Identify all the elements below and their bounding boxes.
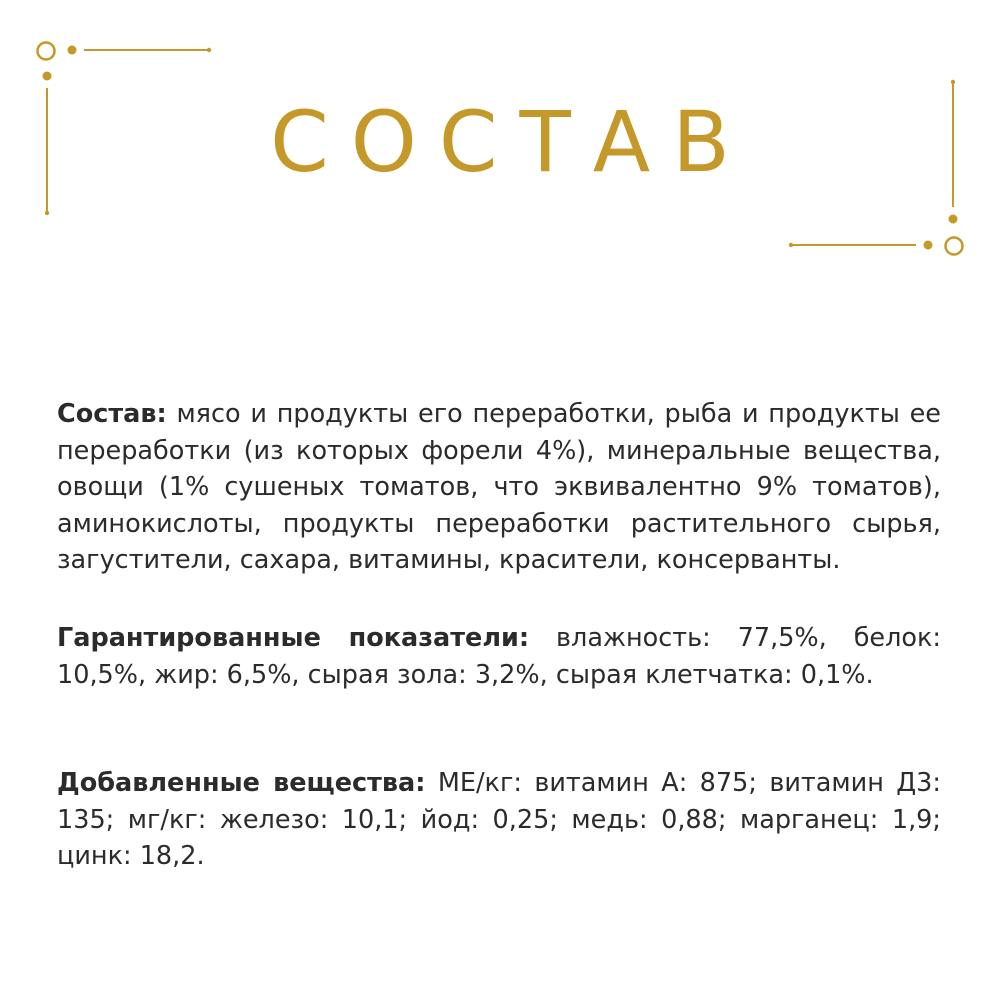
guaranteed-values-label: Гарантированные показатели: — [57, 623, 530, 653]
right-dot-vertical — [949, 215, 958, 224]
additives-paragraph — [57, 765, 941, 875]
top-left-dot-vertical — [43, 72, 52, 81]
top-left-dot-horizontal — [68, 46, 77, 55]
right-dot-horizontal — [924, 241, 933, 250]
additives-text: МЕ/кг: витамин А: 875; витамин Д3: 135; мг/кг: железо: 10,1; йод: 0,25; медь: 0,88; марганец: 1,9; цинк: 18,2. — [57, 768, 942, 871]
composition-label: Состав: — [57, 399, 167, 429]
top-left-end-dot-vertical — [45, 211, 49, 215]
composition-text: мясо и продукты его переработки, рыба и продукты ее переработки (из которых форели 4%), минеральные вещества, овощи (1% сушеных томатов, что эквивалентно 9% томатов), аминокислоты, продукты переработки растительного сырья, загустители, сахара, витамины, красители, консерванты. — [57, 399, 941, 575]
additives-label: Добавленные вещества: — [57, 768, 426, 798]
guaranteed-values-paragraph — [57, 620, 941, 693]
composition-paragraph — [57, 396, 941, 579]
guaranteed-values-text: влажность: 77,5%, белок: 10,5%, жир: 6,5%, сырая зола: 3,2%, сырая клетчатка: 0,1%. — [57, 623, 942, 690]
top-left-ring — [38, 43, 55, 60]
top-left-end-dot-horizontal — [207, 48, 211, 52]
right-end-dot-horizontal — [789, 243, 793, 247]
page-title: СОСТАВ — [270, 93, 752, 191]
right-end-dot-vertical — [951, 80, 955, 84]
right-ring — [946, 238, 963, 255]
